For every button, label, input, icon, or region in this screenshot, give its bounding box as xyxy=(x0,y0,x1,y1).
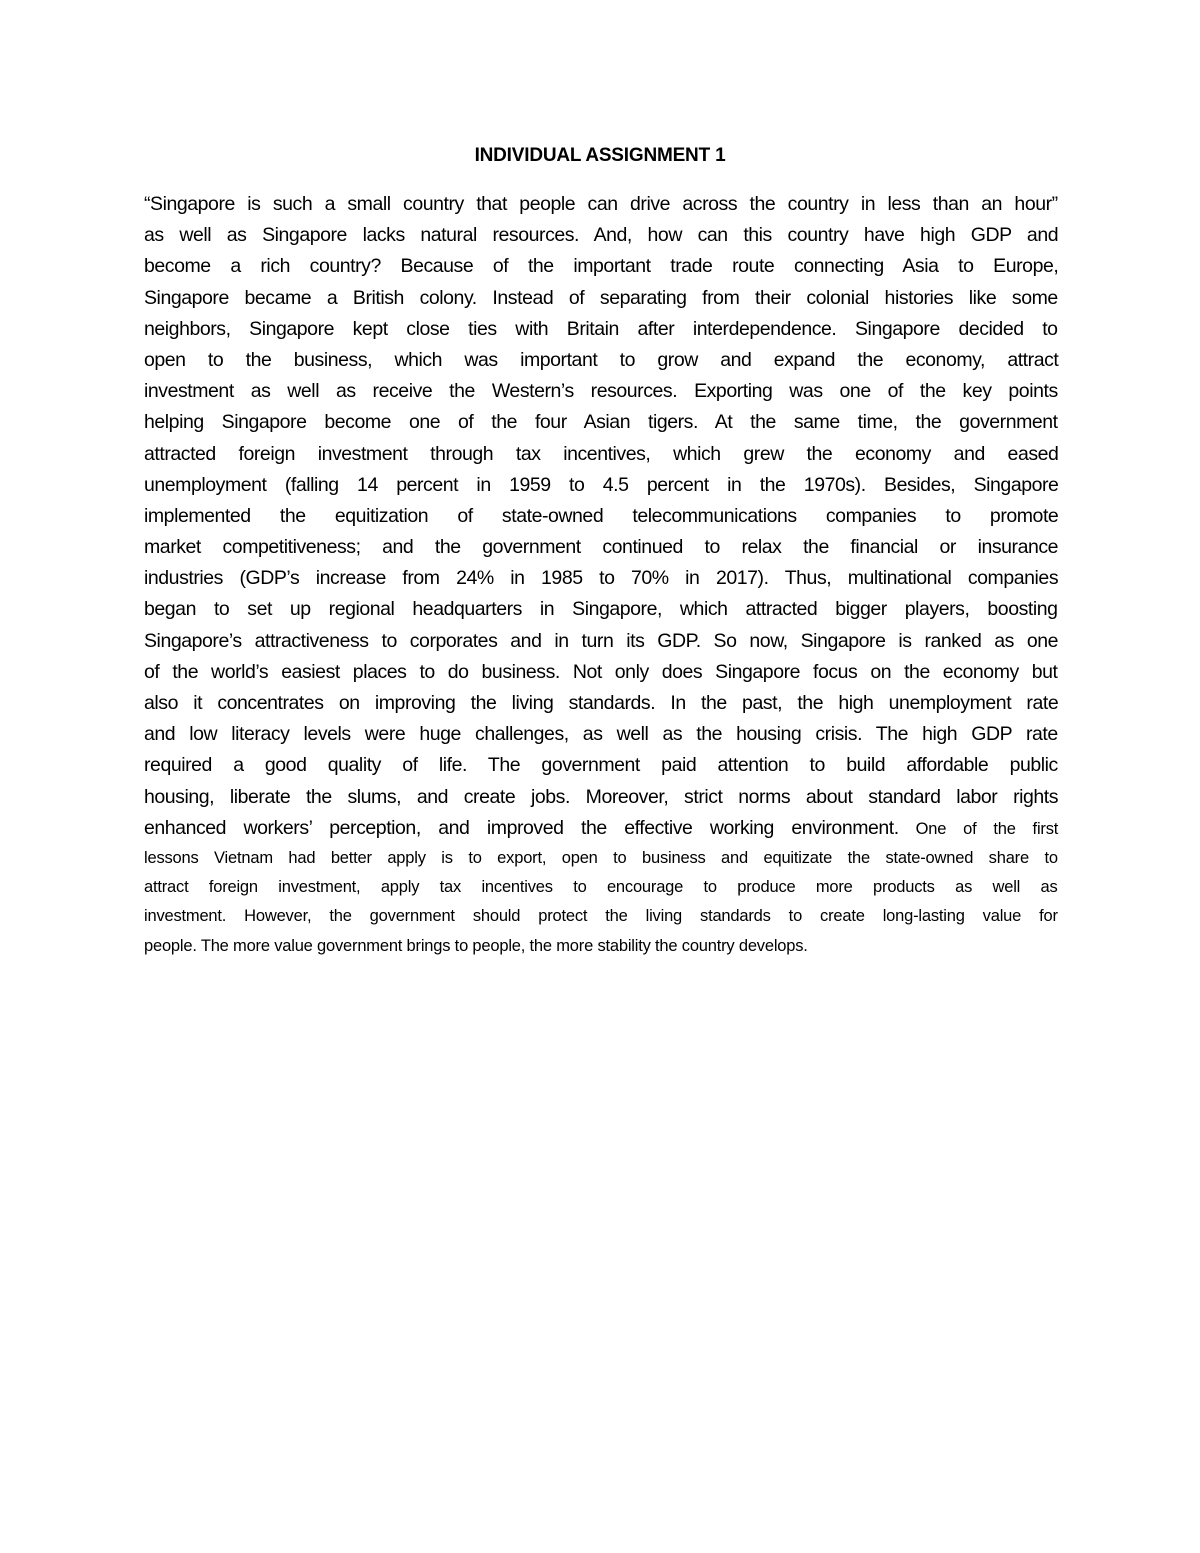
body-line: neighbors, Singapore kept close ties with Britain after interdependence. Singapore decided to xyxy=(144,317,1058,340)
body-line: unemployment (falling 14 percent in 1959 to 4.5 percent in the 1970s). Besides, Singapore xyxy=(144,473,1059,496)
body-line: implemented the equitization of state-owned telecommunications companies to promote xyxy=(144,504,1059,527)
body-line: housing, liberate the slums, and create jobs. Moreover, strict norms about standard labor rights xyxy=(144,785,1059,808)
body-line: industries (GDP’s increase from 24% in 1985 to 70% in 2017). Thus, multinational companies xyxy=(144,567,1059,590)
body-line: as well as Singapore lacks natural resources. And, how can this country have high GDP and xyxy=(144,224,1059,247)
body-line-small-part: One of the first xyxy=(898,819,1059,838)
body-line: investment as well as receive the Western’s resources. Exporting was one of the key points xyxy=(144,380,1058,403)
body-line: Singapore’s attractiveness to corporates and in turn its GDP. So now, Singapore is ranked as one xyxy=(144,629,1059,652)
body-line: “Singapore is such a small country that people can drive across the country in less than an hour” xyxy=(144,193,1058,215)
body-line-mixed xyxy=(144,813,1058,844)
body-line: required a good quality of life. The government paid attention to build affordable public xyxy=(144,754,1058,777)
body-line: become a rich country? Because of the important trade route connecting Asia to Europe, xyxy=(144,255,1059,278)
body-line: open to the business, which was important to grow and expand the economy, attract xyxy=(144,348,1059,371)
body-line: helping Singapore become one of the four Asian tigers. At the same time, the government xyxy=(144,411,1058,434)
body-line: Singapore became a British colony. Instead of separating from their colonial histories like some xyxy=(144,286,1058,309)
body-line-small: lessons Vietnam had better apply is to export, open to business and equitizate the state-owned share to xyxy=(144,848,1058,867)
document-body xyxy=(144,189,1058,961)
body-line: also it concentrates on improving the living standards. In the past, the high unemployment rate xyxy=(144,692,1059,714)
body-line-large-part: enhanced workers’ perception, and improved the effective working environment. xyxy=(144,816,899,839)
document-title: INDIVIDUAL ASSIGNMENT 1 xyxy=(474,145,726,166)
body-line: began to set up regional headquarters in Singapore, which attracted bigger players, boosting xyxy=(144,598,1058,621)
body-line: of the world’s easiest places to do business. Not only does Singapore focus on the economy but xyxy=(144,660,1058,683)
body-line-small: investment. However, the government should protect the living standards to create long-lasting value for xyxy=(144,907,1058,926)
body-line: market competitiveness; and the government continued to relax the financial or insurance xyxy=(144,536,1059,559)
body-line: attracted foreign investment through tax incentives, which grew the economy and eased xyxy=(144,442,1059,465)
body-line: and low literacy levels were huge challenges, as well as the housing crisis. The high GDP rate xyxy=(144,723,1058,746)
body-line-small: people. The more value government brings to people, the more stability the country develops. xyxy=(144,936,808,955)
body-line-small: attract foreign investment, apply tax incentives to encourage to produce more products as well as xyxy=(144,878,1058,897)
